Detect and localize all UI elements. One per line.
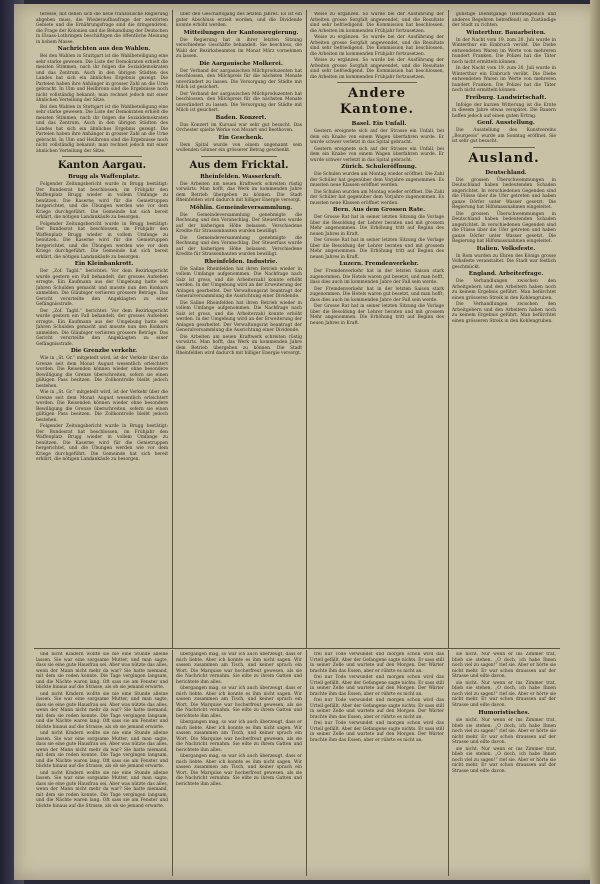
article-text: Der „Zof. Tagbl.“ berichtet: Vor dem Bezirksgericht wurde gestern ein Fall behandelt, der grosses Aufsehen erregte. Ein Kaufmann aus der Umgebung hatte seit Jahren Schulden gemacht und musste nun den Konkurs anmelden. Die Gläubiger verlieren grössere Beträge. Das Gericht verurteilte den Angeklagten zu einer Gefängnisstrafe.	[36, 308, 168, 347]
column-1	[36, 12, 168, 646]
article-text: Die Arbeiten am neuen Kraftwerk schreiten rüstig vorwärts. Man hofft, das Werk im kommenden Jahre dem Betrieb übergeben zu können. Die Stadt Rheinfelden wird dadurch mit billiger Energie versorgt.	[176, 181, 302, 203]
story-text: sie nicht. Nur wenn er ins Zimmer trat, blieb sie stehen. „O doch, ich habe Ihnen noch viel zu sagen!“ rief sie. Aber er hörte sie nicht mehr. Er war schon draussen auf der Strasse und eilte davon.	[452, 718, 556, 745]
article-text: Folgender Zeitungsbericht wurde in Brugg bestätigt: Der Bundesrat hat beschlossen, im Frühjahr den Waffenplatz Brugg wieder in vollem Umfange zu benützen. Die Kaserne wird für die Genietruppen hergerichtet, und die Übungen werden wie vor dem Kriege durchgeführt. Die Gemeinde hat sich bereit erklärt, die nötigen Landankäufe zu besorgen.	[36, 182, 168, 220]
article-text: Die Regierung hat in ihrer letzten Sitzung verschiedene Geschäfte behandelt. Sie beschloss, die Wahl der Bezirksbeamten im Monat März vornehmen zu lassen.	[176, 37, 302, 59]
article-heading: Freiburg. Landwirtschaft.	[465, 94, 547, 101]
article-text: Gestern ereignete sich auf der Strasse ein Unfall, bei dem ein Knabe von einem Wagen überfahren wurde. Er wurde schwer verletzt in das Spital gebracht.	[310, 129, 444, 145]
story-text: und nicht Kindern wollte sie nie eine Stunde alleine lassen. Sie war eine sorgsame Mutter, und man sagte, dass sie eine gute Hausfrau sei. Aber was nützte das alles, wenn der Mann nicht mehr da war? Sie hatte niemand, mit dem sie reden konnte. Die Tage vergingen langsam, und die Nächte waren lang. Oft sass sie am Fenster und blickte hinaus auf die Strasse, als ob sie jemand erwarte.	[36, 652, 168, 690]
article-heading: Ein Geschenk.	[218, 134, 264, 141]
article-heading: Brugg als Waffenplatz.	[68, 174, 140, 180]
article-text: Die grossen Überschwemmungen in Deutschland haben bedeutenden Schaden angerichtet. In verschiedenen Gegenden sind die Flüsse über die Ufer getreten und haben ganze Dörfer unter Wasser gesetzt. Die Regierung hat Hilfsmassnahmen eingeleitet.	[452, 211, 556, 244]
story-text: übergangen mag, so war ich auch überzeugt, dass er mich liebte. Aber ich konnte es ihm nicht sagen. Wir sassen zusammen am Tisch, und keiner sprach ein Wort. Die Marquise war hocherfreut gewesen, als sie die Nachricht vernahm. Sie eilte zu ihrem Gatten und berichtete ihm alles.	[176, 720, 302, 753]
article-text: Der Fremdenverkehr hat in der letzten Saison stark zugenommen. Die Hotels waren gut besetzt, und man hofft, dass dies auch im kommenden Jahre der Fall sein werde.	[310, 286, 444, 303]
article-text: Infolge der kurzen Witterung ist die Ernte in diesem Jahre etwas verspätet. Die Bauern hoffen jedoch auf einen guten Ertrag.	[452, 102, 556, 119]
article-text: Die Verhandlungen zwischen den Arbeitgebern und den Arbeitern haben noch zu keinem Ergebnis geführt. Man befürchtet einen grösseren Streik in den Kohlengruben.	[452, 302, 556, 324]
article-text: Der Verband der aargauischen Milchproduzenten hat beschlossen, den Milchpreis für die nächsten Monate unverändert zu lassen. Die Versorgung der Städte mit Milch ist gesichert.	[176, 68, 302, 90]
column-2	[176, 12, 302, 646]
feuilleton-column-1	[36, 652, 168, 874]
column-rule	[448, 650, 449, 876]
article-text: In der Nacht vom 19. zum 20. Juli wurde in Winterthur ein Einbruch verübt. Die Diebe entwendeten Waren im Werte von mehreren hundert Franken. Die Polizei hat die Täter noch nicht ermitteln können.	[452, 66, 556, 93]
feuilleton-column-3	[310, 652, 444, 874]
article-text: über den Geschäftsgang des letzten Jahres. Es ist ein guter Abschluss erzielt worden, und die Dividende konnte erhöht werden.	[176, 12, 302, 28]
story-text: und nicht Kindern wollte sie nie eine Stunde alleine lassen. Sie war eine sorgsame Mutter, und man sagte, dass sie eine gute Hausfrau sei. Aber was nützte das alles, wenn der Mann nicht mehr da war? Sie hatte niemand, mit dem sie reden konnte. Die Tage vergingen langsam, und die Nächte waren lang. Oft sass sie am Fenster und blickte hinaus auf die Strasse, als ob sie jemand erwarte.	[36, 691, 168, 730]
story-text: und nicht Kindern wollte sie nie eine Stunde alleine lassen. Sie war eine sorgsame Mutter, und man sagte, dass sie eine gute Hausfrau sei. Aber was nützte das alles, wenn der Mann nicht mehr da war? Sie hatte niemand, mit dem sie reden konnte. Die Tage vergingen langsam, und die Nächte waren lang. Oft sass sie am Fenster und blickte hinaus auf die Strasse, als ob sie jemand erwarte.	[36, 770, 168, 809]
article-text: In Rom wurden zu Ehren des Königs grosse Volksfeste veranstaltet. Die Stadt war festlich geschmückt.	[452, 253, 556, 270]
divider	[473, 147, 535, 148]
article-heading: Die Aargauische Molkerei.	[199, 60, 283, 67]
article-heading: Rheinfelden. Wasserkraft.	[200, 173, 282, 180]
article-text: Dem Spital wurde von einem ungenannt sein wollenden Gönner ein grösserer Betrag geschenkt.	[176, 142, 302, 153]
article-text: Der Verband der aargauischen Milchproduzenten hat beschlossen, den Milchpreis für die nächsten Monate unverändert zu lassen. Die Versorgung der Städte mit Milch ist gesichert.	[176, 91, 302, 113]
article-text: Bei den Wahlen in Stuttgart ist die Wahlbeteiligung eine sehr starke gewesen. Die Liste der Demokraten erhielt die meisten Stimmen, nach ihr folgen die Sozialdemokraten und das Zentrum. Auch in den übrigen Städten des Landes hat sich ein ähnliches Ergebnis gezeigt. Die Parteien haben ihre Anhänger in grosser Zahl an die Urne gebracht. In Ulm und Heilbronn sind die Ergebnisse noch nicht vollständig bekannt; man rechnet jedoch mit einer ähnlichen Verteilung der Sitze.	[36, 54, 168, 103]
story-text: sie nicht. Nur wenn er ins Zimmer trat, blieb sie stehen. „O doch, ich habe Ihnen noch viel zu sagen!“ rief sie. Aber er hörte sie nicht mehr. Er war schon draussen auf der Strasse und eilte davon.	[452, 652, 556, 679]
article-text: Gestern ereignete sich auf der Strasse ein Unfall, bei dem ein Knabe von einem Wagen überfahren wurde. Er wurde schwer verletzt in das Spital gebracht.	[310, 146, 444, 163]
story-text: übergangen mag, so war ich auch überzeugt, dass er mich liebte. Aber ich konnte es ihm nicht sagen. Wir sassen zusammen am Tisch, und keiner sprach ein Wort. Die Marquise war hocherfreut gewesen, als sie die Nachricht vernahm. Sie eilte zu ihrem Gatten und berichtete ihm alles.	[176, 686, 302, 719]
article-heading: Deutschland.	[485, 169, 527, 176]
column-3	[310, 12, 444, 646]
story-text: frei nur Tode verwundet und morgen schon wird das Urteil gefällt. Aber der Gefangene sagte nichts. Er sass still in seiner Zelle und wartete auf den Morgen. Der Wärter brachte ihm das Essen, aber er rührte es nicht an.	[310, 675, 444, 697]
column-rule	[172, 10, 173, 648]
section-heading-kanton-aargau: Kanton Aargau.	[57, 160, 147, 171]
feuilleton-column-2	[176, 652, 302, 874]
column-rule	[306, 10, 307, 648]
article-heading: Ein Kleinbankrott.	[74, 261, 134, 267]
story-text: frei nur Tode verwundet und morgen schon wird das Urteil gefällt. Aber der Gefangene sagte nichts. Er sass still in seiner Zelle und wartete auf den Morgen. Der Wärter brachte ihm das Essen, aber er rührte es nicht an.	[310, 698, 444, 720]
column-rule	[172, 650, 173, 876]
article-text: Wie in „St. Gr.“ mitgeteilt wird, ist der Verkehr über die Grenze seit dem Monat August wesentlich erleichtert worden. Die Reisenden können wieder ohne besondere Bewilligung die Grenze überschreiten, sofern sie einen gültigen Pass besitzen. Die Zollkontrolle bleibt jedoch bestehen.	[36, 356, 168, 389]
humor-heading: Humoristisches.	[478, 710, 530, 716]
article-heading: Mitteilungen der Kantonsregierung.	[183, 29, 299, 36]
article-text: teresse, mit denen sich die neue französische Regierung abgeben muss, die Wiederaufbaufrage der zerstörten Gebiete und die Ernährungsfrage sind die dringendsten, die Frage der Kolonien und die Behandlung der Deutschen in Elsass-Lothringen beschäftigen die öffentliche Meinung in hohem Masse.	[36, 12, 168, 45]
article-heading: Zürich. Schuleröffnung.	[341, 164, 417, 170]
article-heading: Möhlin. Gemeindeversammlung.	[189, 204, 293, 211]
article-heading: Winterthur. Bauarbeiten.	[466, 29, 546, 36]
article-text: Die Gemeindeversammlung genehmigte die Rechnung und den Voranschlag. Der Steuerfuss wurde auf der bisherigen Höhe belassen. Verschiedene Kredite für Strassenbauten wurden bewilligt.	[176, 235, 302, 257]
article-text: Das Konzert im Kursaal war sehr gut besucht. Das Orchester spielte Werke von Mozart und Beethoven.	[176, 122, 302, 133]
article-text: Die grossen Überschwemmungen in Deutschland haben bedeutenden Schaden angerichtet. In verschiedenen Gegenden sind die Flüsse über die Ufer getreten und haben ganze Dörfer unter Wasser gesetzt. Die Regierung hat Hilfsmassnahmen eingeleitet.	[452, 177, 556, 210]
article-heading: Bern. Aus dem Grossen Rate.	[332, 207, 426, 213]
section-heading-fricktal: Aus dem Fricktal.	[189, 159, 289, 171]
article-heading: Nachrichten aus den Wahlen.	[57, 46, 151, 52]
article-heading: Die Grenzbe verkehr.	[70, 348, 138, 354]
story-text: und nicht Kindern wollte sie nie eine Stunde alleine lassen. Sie war eine sorgsame Mutter, und man sagte, dass sie eine gute Hausfrau sei. Aber was nützte das alles, wenn der Mann nicht mehr da war? Sie hatte niemand, mit dem sie reden konnte. Die Tage vergingen langsam, und die Nächte waren lang. Oft sass sie am Fenster und blickte hinaus auf die Strasse, als ob sie jemand erwarte.	[36, 731, 168, 769]
story-text: sie nicht. Nur wenn er ins Zimmer trat, blieb sie stehen. „O doch, ich habe Ihnen noch viel zu sagen!“ rief sie. Aber er hörte sie nicht mehr. Er war schon draussen auf der Strasse und eilte davon.	[452, 680, 556, 708]
article-heading: Rheinfelden. Industrie.	[204, 258, 278, 265]
story-text: frei nur Tode verwundet und morgen schon wird das Urteil gefällt. Aber der Gefangene sagte nichts. Er sass still in seiner Zelle und wartete auf den Morgen. Der Wärter brachte ihm das Essen, aber er rührte es nicht an.	[310, 652, 444, 674]
story-text: übergangen mag, so war ich auch überzeugt, dass er mich liebte. Aber ich konnte es ihm nicht sagen. Wir sassen zusammen am Tisch, und keiner sprach ein Wort. Die Marquise war hocherfreut gewesen, als sie die Nachricht vernahm. Sie eilte zu ihrem Gatten und berichtete ihm alles.	[176, 754, 302, 787]
article-text: günstige Dienstgänge (Heiratsgesuch und anderes Begehren betreffend) an Zuständige der Stadt zu richten.	[452, 12, 556, 28]
article-text: Folgender Zeitungsbericht wurde in Brugg bestätigt: Der Bundesrat hat beschlossen, im Frühjahr den Waffenplatz Brugg wieder in vollem Umfange zu benützen. Die Kaserne wird für die Genietruppen hergerichtet, und die Übungen werden wie vor dem Kriege durchgeführt. Die Gemeinde hat sich bereit erklärt, die nötigen Landankäufe zu besorgen.	[36, 221, 168, 260]
article-text: Wie in „St. Gr.“ mitgeteilt wird, ist der Verkehr über die Grenze seit dem Monat August wesentlich erleichtert worden. Die Reisenden können wieder ohne besondere Bewilligung die Grenze überschreiten, sofern sie einen gültigen Pass besitzen. Die Zollkontrolle bleibt jedoch bestehen.	[36, 390, 168, 423]
article-text: Bei den Wahlen in Stuttgart ist die Wahlbeteiligung eine sehr starke gewesen. Die Liste der Demokraten erhielt die meisten Stimmen, nach ihr folgen die Sozialdemokraten und das Zentrum. Auch in den übrigen Städten des Landes hat sich ein ähnliches Ergebnis gezeigt. Die Parteien haben ihre Anhänger in grosser Zahl an die Urne gebracht. In Ulm und Heilbronn sind die Ergebnisse noch nicht vollständig bekannt; man rechnet jedoch mit einer ähnlichen Verteilung der Sitze.	[36, 104, 168, 154]
feuilleton-rule	[34, 648, 560, 649]
section-heading-ausland: Ausland.	[468, 150, 540, 166]
article-heading: Luzern. Fremdenverkehr.	[339, 261, 419, 267]
article-text: Weise zu ergänzen. So wurde bei der Ausführung der Arbeiten grosse Sorgfalt angewendet, und die Resultate sind sehr befriedigend. Die Kommission hat beschlossen, die Arbeiten im kommenden Frühjahr fortzusetzen.	[310, 58, 444, 80]
article-text: Die Saline Rheinfelden hat ihren Betrieb wieder in vollem Umfange aufgenommen. Die Nachfrage nach Salz ist gross, und die Arbeiterzahl konnte erhöht werden. In der Umgebung wird an der Erweiterung der Anlagen gearbeitet. Der Verwaltungsrat beantragt der Generalversammlung die Ausrichtung einer Dividende.	[176, 300, 302, 333]
article-text: Die Verhandlungen zwischen den Arbeitgebern und den Arbeitern haben noch zu keinem Ergebnis geführt. Man befürchtet einen grösseren Streik in den Kohlengruben.	[452, 279, 556, 301]
article-text: Die Schulen wurden am Montag wieder eröffnet. Die Zahl der Schüler hat gegenüber dem Vorjahre zugenommen. Es mussten neue Klassen eröffnet werden.	[310, 172, 444, 188]
column-rule	[306, 650, 307, 876]
article-heading: Genf. Ausstellung.	[477, 120, 535, 126]
story-text: übergangen mag, so war ich auch überzeugt, dass er mich liebte. Aber ich konnte es ihm nicht sagen. Wir sassen zusammen am Tisch, und keiner sprach ein Wort. Die Marquise war hocherfreut gewesen, als sie die Nachricht vernahm. Sie eilte zu ihrem Gatten und berichtete ihm alles.	[176, 652, 302, 685]
column-rule	[448, 10, 449, 648]
article-heading: England. Arbeiterfrage.	[468, 271, 544, 277]
article-text: Der Fremdenverkehr hat in der letzten Saison stark zugenommen. Die Hotels waren gut besetzt, und man hofft, dass dies auch im kommenden Jahre der Fall sein werde.	[310, 269, 444, 285]
article-text: Der Grosse Rat hat in seiner letzten Sitzung die Vorlage über die Besoldung der Lehrer beraten und mit grossem Mehr angenommen. Die Erhöhung tritt auf Beginn des neuen Jahres in Kraft.	[310, 304, 444, 326]
divider	[62, 156, 141, 157]
article-text: Der Grosse Rat hat in seiner letzten Sitzung die Vorlage über die Besoldung der Lehrer beraten und mit grossem Mehr angenommen. Die Erhöhung tritt auf Beginn des neuen Jahres in Kraft.	[310, 215, 444, 237]
article-text: Der Grosse Rat hat in seiner letzten Sitzung die Vorlage über die Besoldung der Lehrer beraten und mit grossem Mehr angenommen. Die Erhöhung tritt auf Beginn des neuen Jahres in Kraft.	[310, 238, 444, 260]
section-heading-andere-kantone: Andere Kantone.	[339, 86, 415, 117]
article-text: Weise zu ergänzen. So wurde bei der Ausführung der Arbeiten grosse Sorgfalt angewendet, und die Resultate sind sehr befriedigend. Die Kommission hat beschlossen, die Arbeiten im kommenden Frühjahr fortzusetzen.	[310, 12, 444, 34]
article-heading: Baden. Konzert.	[215, 114, 267, 121]
divider	[201, 156, 277, 157]
article-text: In der Nacht vom 19. zum 20. Juli wurde in Winterthur ein Einbruch verübt. Die Diebe entwendeten Waren im Werte von mehreren hundert Franken. Die Polizei hat die Täter noch nicht ermitteln können.	[452, 37, 556, 65]
article-text: Weise zu ergänzen. So wurde bei der Ausführung der Arbeiten grosse Sorgfalt angewendet, und die Resultate sind sehr befriedigend. Die Kommission hat beschlossen, die Arbeiten im kommenden Frühjahr fortzusetzen.	[310, 35, 444, 57]
article-text: Folgender Zeitungsbericht wurde in Brugg bestätigt: Der Bundesrat hat beschlossen, im Frühjahr den Waffenplatz Brugg wieder in vollem Umfange zu benützen. Die Kaserne wird für die Genietruppen hergerichtet, und die Übungen werden wie vor dem Kriege durchgeführt. Die Gemeinde hat sich bereit erklärt, die nötigen Landankäufe zu besorgen.	[36, 424, 168, 462]
article-text: Die Schulen wurden am Montag wieder eröffnet. Die Zahl der Schüler hat gegenüber dem Vorjahre zugenommen. Es mussten neue Klassen eröffnet werden.	[310, 189, 444, 206]
article-heading: Basel. Ein Unfall.	[351, 121, 407, 127]
divider	[337, 82, 417, 83]
article-text: Die Ausstellung des Kunstvereins „Bourgeois“ wurde am Sonntag eröffnet. Sie ist sehr gut besucht.	[452, 128, 556, 144]
column-4	[452, 12, 556, 646]
story-text: sie nicht. Nur wenn er ins Zimmer trat, blieb sie stehen. „O doch, ich habe Ihnen noch viel zu sagen!“ rief sie. Aber er hörte sie nicht mehr. Er war schon draussen auf der Strasse und eilte davon.	[452, 746, 556, 774]
article-text: Die Saline Rheinfelden hat ihren Betrieb wieder in vollem Umfange aufgenommen. Die Nachfrage nach Salz ist gross, und die Arbeiterzahl konnte erhöht werden. In der Umgebung wird an der Erweiterung der Anlagen gearbeitet. Der Verwaltungsrat beantragt der Generalversammlung die Ausrichtung einer Dividende.	[176, 266, 302, 299]
story-text: frei nur Tode verwundet und morgen schon wird das Urteil gefällt. Aber der Gefangene sagte nichts. Er sass still in seiner Zelle und wartete auf den Morgen. Der Wärter brachte ihm das Essen, aber er rührte es nicht an.	[310, 721, 444, 743]
feuilleton-column-4	[452, 652, 556, 874]
article-heading: Italien. Volksfeste.	[476, 245, 536, 252]
article-text: Die Gemeindeversammlung genehmigte die Rechnung und den Voranschlag. Der Steuerfuss wurde auf der bisherigen Höhe belassen. Verschiedene Kredite für Strassenbauten wurden bewilligt.	[176, 212, 302, 234]
article-text: Der „Zof. Tagbl.“ berichtet: Vor dem Bezirksgericht wurde gestern ein Fall behandelt, der grosses Aufsehen erregte. Ein Kaufmann aus der Umgebung hatte seit Jahren Schulden gemacht und musste nun den Konkurs anmelden. Die Gläubiger verlieren grössere Beträge. Das Gericht verurteilte den Angeklagten zu einer Gefängnisstrafe.	[36, 269, 168, 307]
article-text: Die Arbeiten am neuen Kraftwerk schreiten rüstig vorwärts. Man hofft, das Werk im kommenden Jahre dem Betrieb übergeben zu können. Die Stadt Rheinfelden wird dadurch mit billiger Energie versorgt.	[176, 334, 302, 356]
page-edge	[590, 0, 600, 884]
